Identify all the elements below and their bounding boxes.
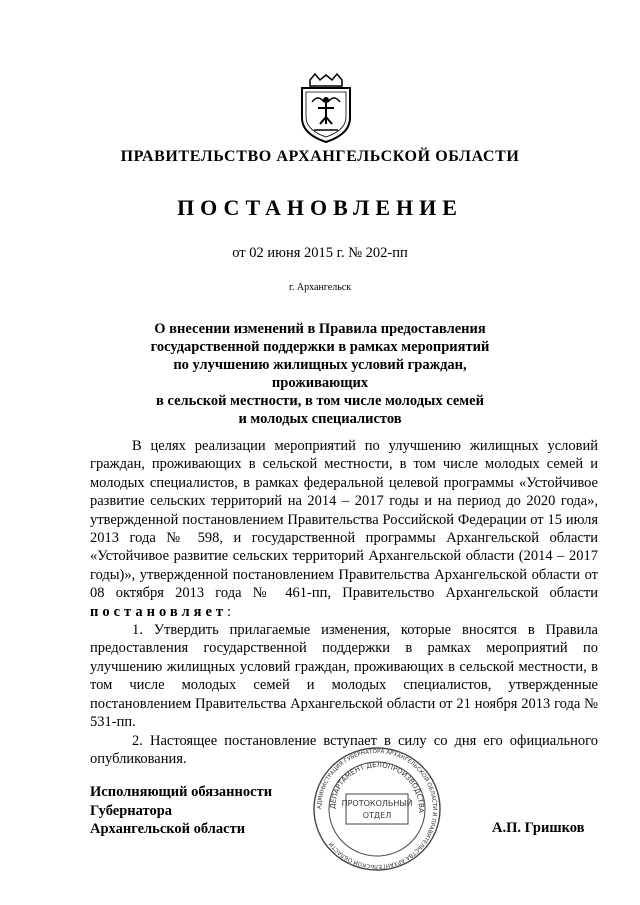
preamble-text: В целях реализации мероприятий по улучшению жилищных условий граждан, проживающих в сельской местности, в том числе молодых семей и молодых специалистов, в рамках федеральной целевой программы «Устойчивое развитие сельских территорий на 2014 – 2017 годы и на период до 2020 года», утвержденной постановлением Правительства Российской Федерации от 15 июля 2013 года № 598, и государственной программы Архангельской области «Устойчивое развитие сельских территорий Архангельской области (2014 – 2017 годы)», утвержденной постановлением Правительства Архангельской области от 08 октября 2013 года № 461-пп, Правительство Архангельской области (90, 438, 598, 602)
signatory-title-line: Губернатора (90, 802, 173, 819)
signatory-title-line: Исполняющий обязанности (90, 784, 273, 800)
decree-word: постановляет (90, 603, 228, 620)
stamp-outer-text: АДМИНИСТРАЦИЯ ГУБЕРНАТОРА АРХАНГЕЛЬСКОЙ ОБЛАСТИ И ПРАВИТЕЛЬСТВА АРХАНГЕЛЬСКОЙ ОБЛАСТИ (316, 748, 438, 870)
subject-line: и молодых специалистов (238, 411, 402, 427)
item-1-paragraph: 1. Утвердить прилагаемые изменения, которые вносятся в Правила предоставления государственной поддержки в рамках мероприятий по улучшению жилищных условий граждан, проживающих в сельской местности, в том числе молодых семей и молодых специалистов, утвержденные постановлением Правительства Архангельской области от 21 ноября 2013 года № 531-пп. (90, 622, 598, 731)
subject-line: государственной поддержки в рамках мероприятий (150, 339, 490, 355)
coat-of-arms-emblem (298, 72, 354, 144)
signatory-title (90, 783, 272, 839)
signatory-name: А.П. Гришков (492, 820, 585, 836)
stamp-inner-text: ДЕПАРТАМЕНТ ДЕЛОПРОИЗВОДСТВА (328, 760, 426, 814)
decree-colon: : (227, 603, 232, 620)
preamble-paragraph (90, 437, 598, 621)
document-type-title: ПОСТАНОВЛЕНИЕ (177, 195, 463, 220)
item-2-paragraph: 2. Настоящее постановление вступает в силу со дня его официального опубликования. (90, 732, 598, 767)
document-body (90, 437, 598, 768)
city-label: г. Архангельск (288, 282, 352, 293)
organization-title: ПРАВИТЕЛЬСТВО АРХАНГЕЛЬСКОЙ ОБЛАСТИ (120, 148, 520, 165)
stamp-center-line1: ПРОТОКОЛЬНЫЙ (341, 799, 413, 808)
subject-line: в сельской местности, в том числе молодых семей (156, 393, 484, 409)
subject-line: О внесении изменений в Правила предоставления (154, 321, 486, 337)
official-stamp (312, 746, 442, 872)
subject-line: по улучшению жилищных условий граждан, проживающих (173, 357, 467, 391)
date-and-number: от 02 июня 2015 г. № 202-пп (232, 245, 408, 261)
signatory-title-line: Архангельской области (90, 821, 246, 837)
document-subject (130, 320, 510, 428)
stamp-center-line2: ОТДЕЛ (362, 811, 392, 820)
